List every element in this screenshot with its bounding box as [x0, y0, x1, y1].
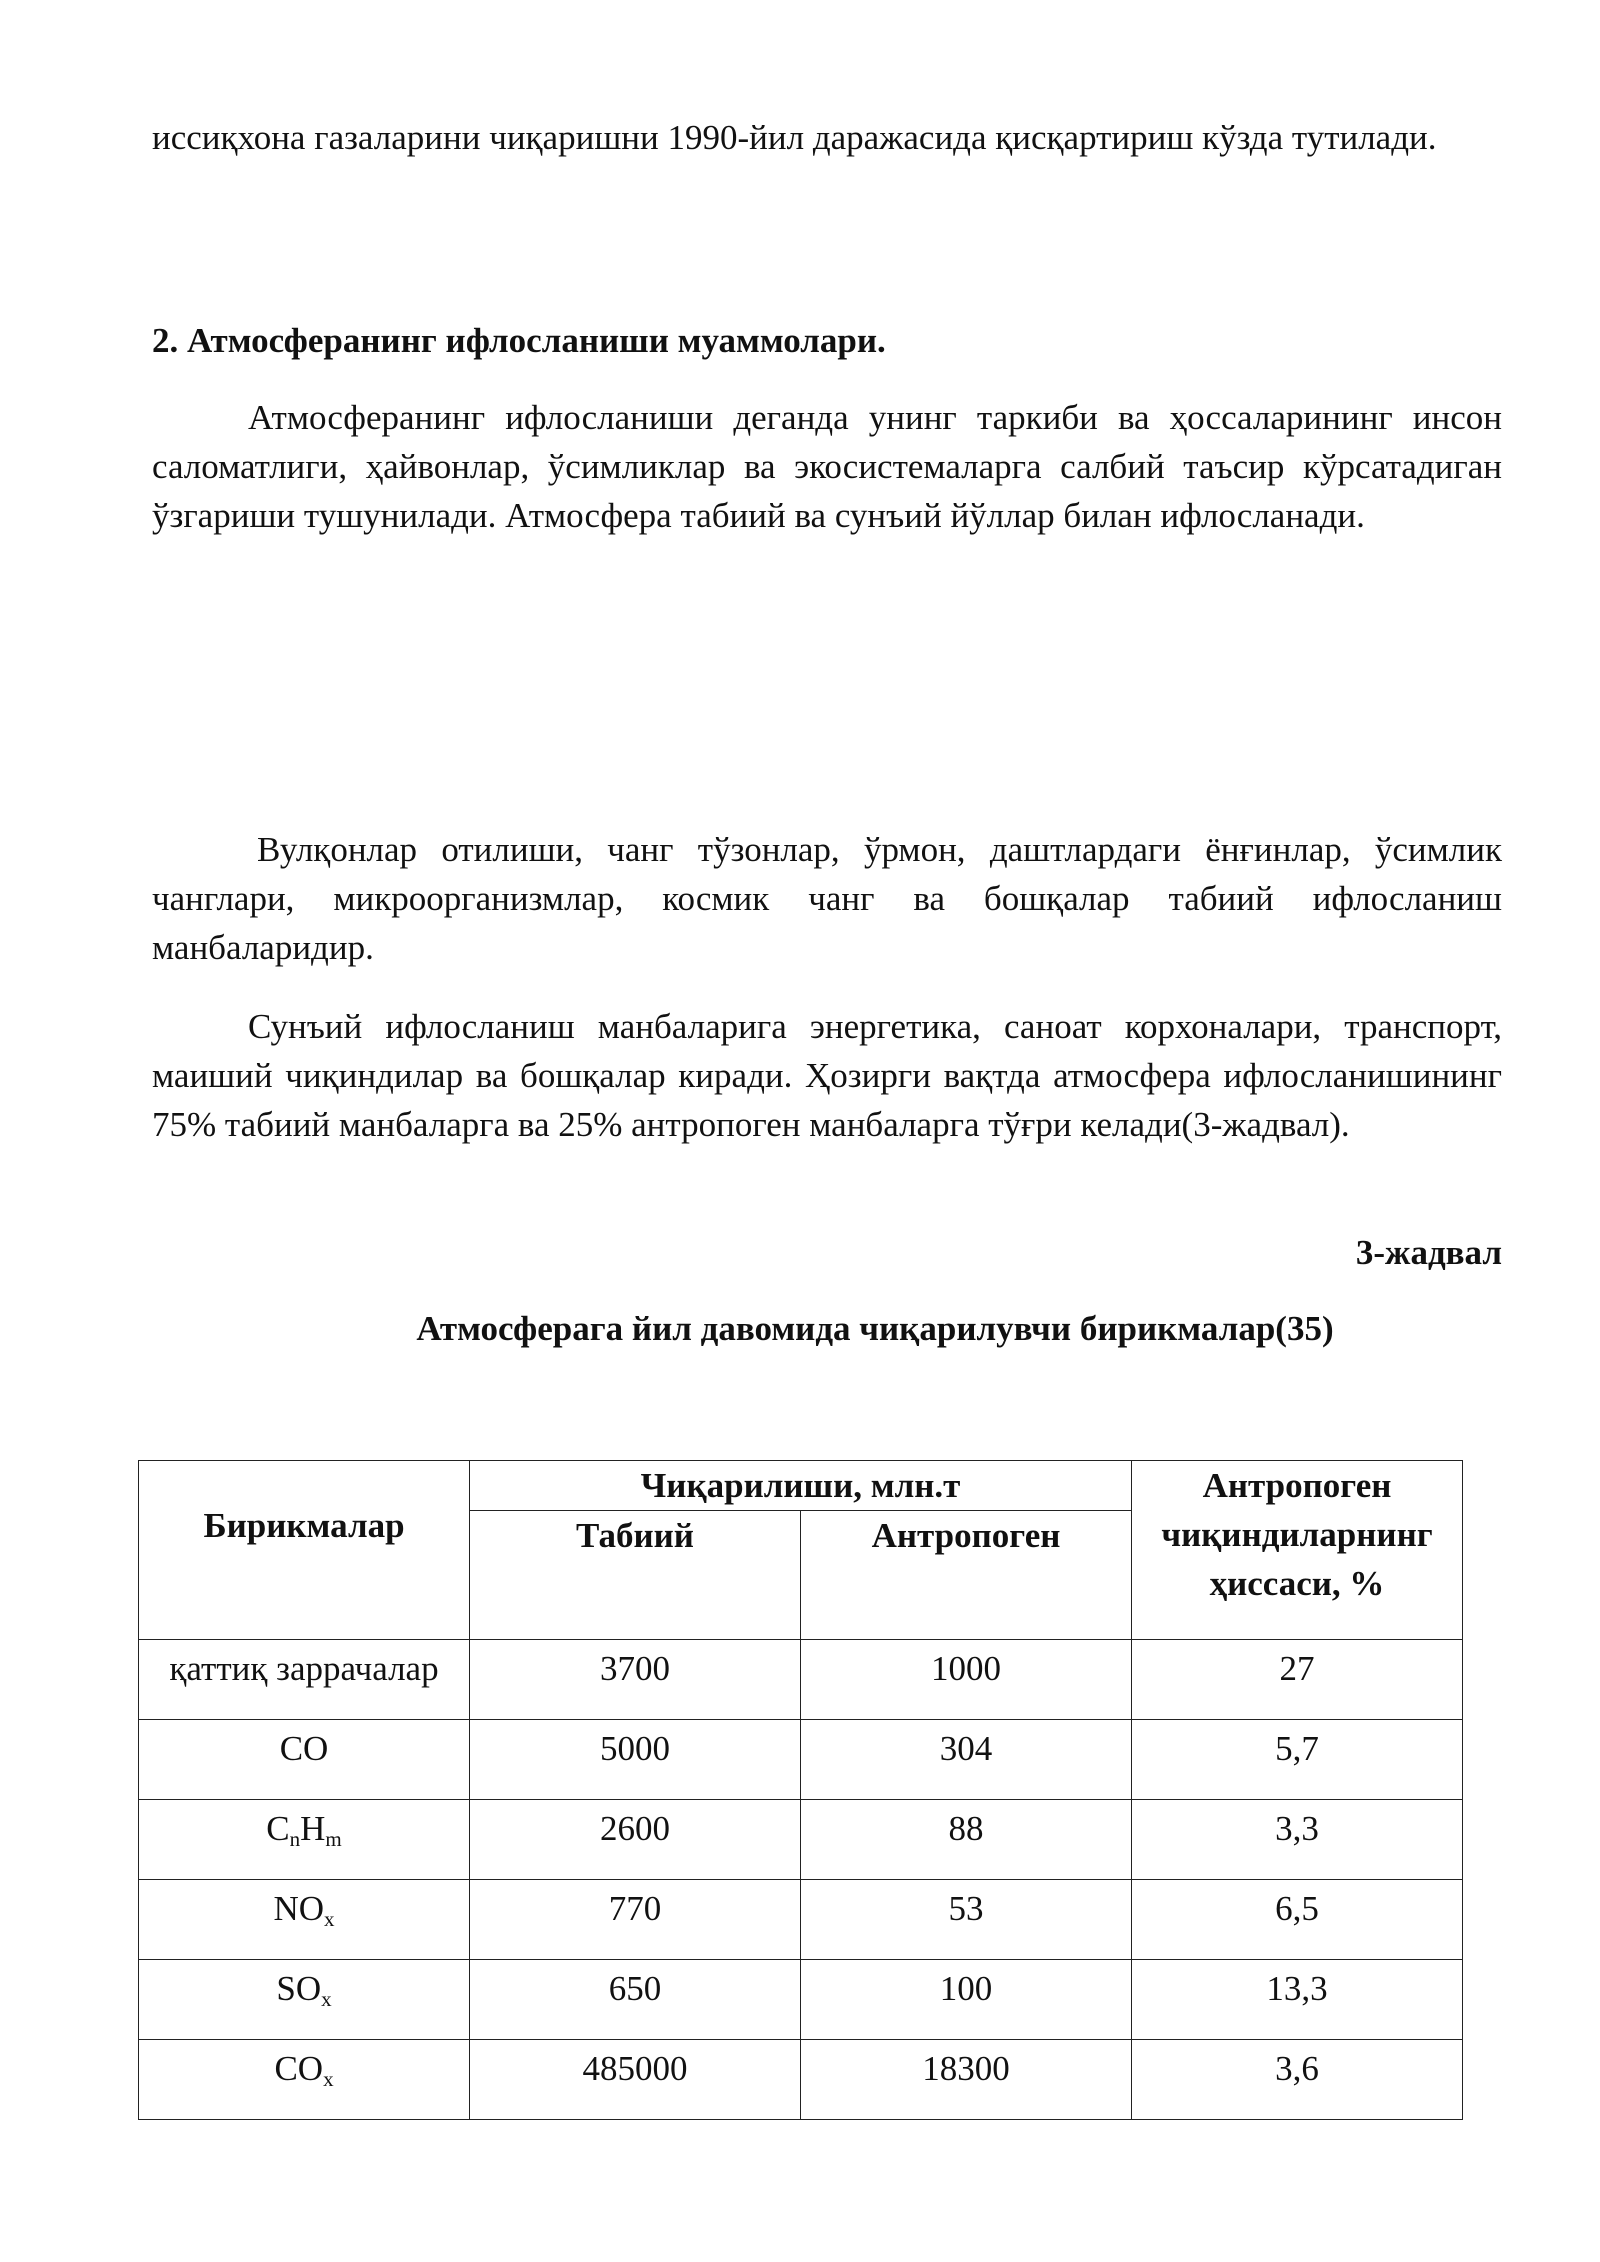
compound-label: NO [273, 1889, 325, 1928]
cell-anthropogenic: 100 [801, 1960, 1132, 2040]
compound-subscript: x [323, 2067, 334, 2091]
compound-label: C [266, 1809, 290, 1848]
cell-anthropogenic: 53 [801, 1880, 1132, 1960]
table-row [139, 1880, 1463, 1960]
cell-share: 5,7 [1132, 1720, 1463, 1800]
cell-natural: 2600 [470, 1800, 801, 1880]
cell-share: 3,3 [1132, 1800, 1463, 1880]
cell-anthropogenic: 304 [801, 1720, 1132, 1800]
compound-label: CO [274, 2049, 324, 2088]
cell-anthropogenic: 1000 [801, 1640, 1132, 1720]
table-row [139, 1720, 1463, 1800]
cell-compound [139, 1880, 470, 1960]
cell-share: 6,5 [1132, 1880, 1463, 1960]
header-anthropogenic: Антропоген [801, 1511, 1132, 1640]
compound-subscript: x [324, 1907, 335, 1931]
compound-subscript-2: m [325, 1827, 342, 1851]
cell-compound [139, 1960, 470, 2040]
table-label: 3-жадвал [1355, 1233, 1502, 1272]
cell-share: 3,6 [1132, 2040, 1463, 2120]
intro-paragraph: иссиқхона газаларини чиқаришни 1990-йил даражасида қисқартириш кўзда тутилади. [152, 118, 1437, 157]
compound-label: қаттиқ заррачалар [169, 1649, 439, 1688]
cell-share: 27 [1132, 1640, 1463, 1720]
table-row [139, 2040, 1463, 2120]
table-row [139, 1640, 1463, 1720]
compound-label: SO [276, 1969, 322, 2008]
paragraph-definition: Атмосферанинг ифлосланиши деганда унинг таркиби ва ҳоссаларининг инсон саломатлиги, ҳайвонлар, ўсимликлар ва экосистемаларга салбий таъсир кўрсатадиган ўзгариши тушунилади. Атмосфера табиий ва сунъий йўллар билан ифлосланади. [152, 398, 1502, 535]
header-natural: Табиий [470, 1511, 801, 1640]
cell-natural: 3700 [470, 1640, 801, 1720]
cell-natural: 770 [470, 1880, 801, 1960]
paragraph-artificial-sources: Сунъий ифлосланиш манбаларига энергетика, саноат корхоналари, транспорт, маиший чиқиндилар ва бошқалар киради. Ҳозирги вақтда атмосфера ифлосланишининг 75% табиий манбаларга ва 25% антропоген манбаларга тўғри келади(3-жадвал). [152, 1007, 1502, 1144]
cell-compound [139, 1720, 470, 1800]
cell-share: 13,3 [1132, 1960, 1463, 2040]
compound-label-2: H [300, 1809, 326, 1848]
cell-anthropogenic: 88 [801, 1800, 1132, 1880]
cell-compound [139, 1800, 470, 1880]
header-compounds-label: Бирикмалар [203, 1506, 405, 1545]
header-compounds [139, 1461, 470, 1640]
cell-anthropogenic: 18300 [801, 2040, 1132, 2120]
table-row [139, 1960, 1463, 2040]
compound-subscript: x [321, 1987, 332, 2011]
cell-natural: 485000 [470, 2040, 801, 2120]
compound-subscript: n [289, 1827, 301, 1851]
header-emission: Чиқарилиши, млн.т [470, 1461, 1132, 1511]
cell-natural: 650 [470, 1960, 801, 2040]
cell-natural: 5000 [470, 1720, 801, 1800]
paragraph-natural-sources: Вулқонлар отилиши, чанг тўзонлар, ўрмон, даштлардаги ёнғинлар, ўсимлик чанглари, микроорганизмлар, космик чанг ва бошқалар табиий ифлосланиш манбаларидир. [152, 830, 1502, 967]
compound-label: CO [279, 1729, 329, 1768]
cell-compound [139, 1640, 470, 1720]
table-row [139, 1800, 1463, 1880]
section-heading: 2. Атмосферанинг ифлосланиши муаммолари. [152, 321, 886, 360]
header-share: Антропоген чиқиндиларнинг ҳиссаси, % [1132, 1461, 1463, 1640]
table-title: Атмосферага йил давомида чиқарилувчи бирикмалар(35) [416, 1309, 1334, 1348]
cell-compound [139, 2040, 470, 2120]
emissions-table [138, 1460, 1463, 2120]
